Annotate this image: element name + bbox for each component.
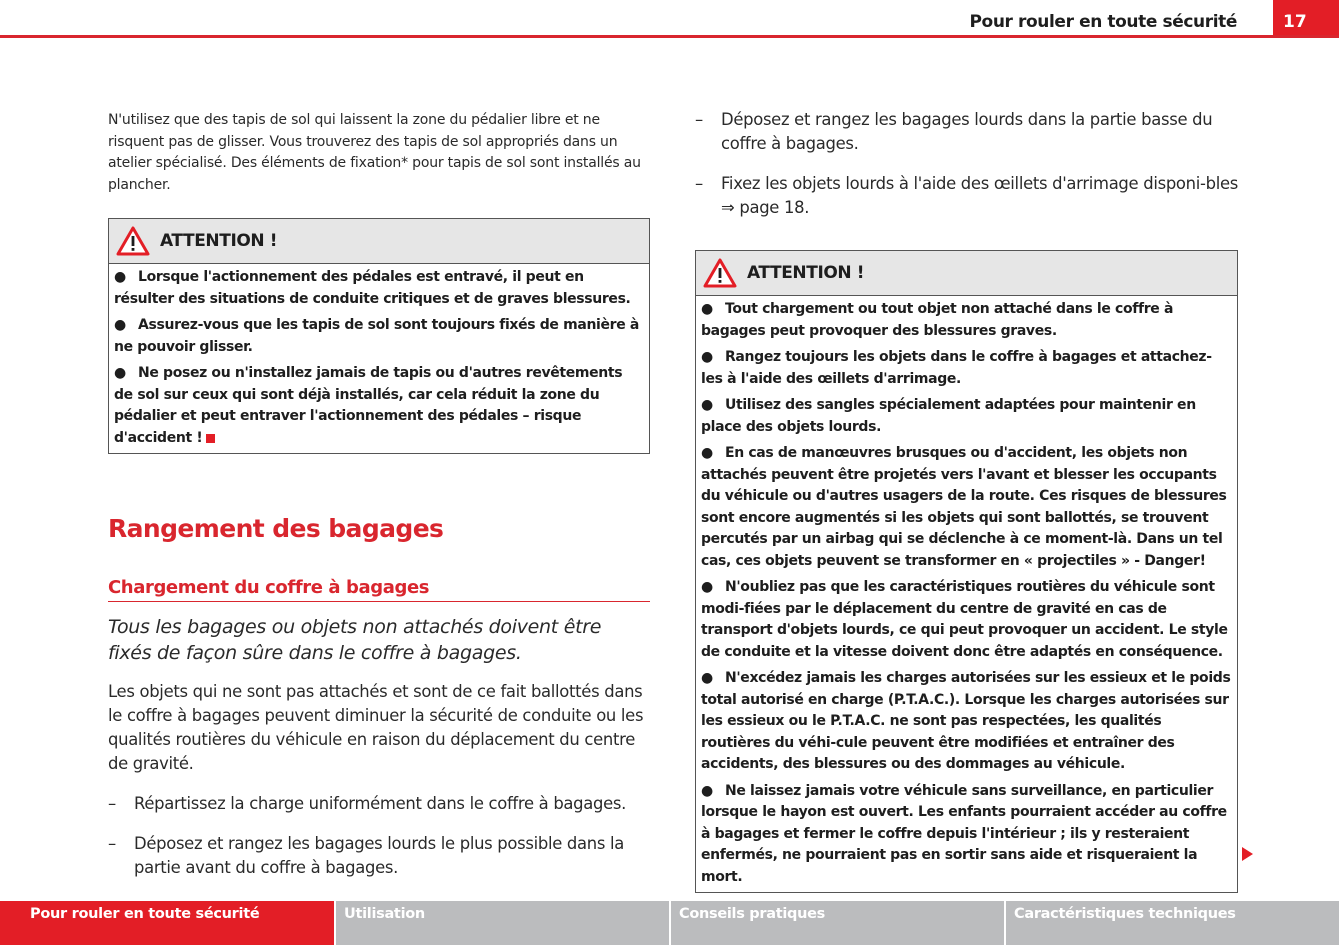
nav-tab-utilisation[interactable]: Utilisation bbox=[334, 901, 669, 945]
warning-triangle-icon bbox=[703, 258, 737, 288]
step-item: – Déposez et rangez les bagages lourds le plus possible dans la partie avant du coffre à bagages. bbox=[108, 834, 625, 877]
bullet-icon: ● bbox=[701, 782, 713, 799]
warning-item: ● Lorsque l'actionnement des pédales est entravé, il peut en résulter des situations de conduite critiques et de graves blessures. bbox=[114, 269, 631, 307]
bullet-icon: ● bbox=[701, 579, 713, 595]
nav-tab-caracteristiques-techniques[interactable]: Caractéristiques techniques bbox=[1004, 901, 1339, 945]
warning-header bbox=[696, 251, 1237, 296]
page-number: 17 bbox=[1283, 12, 1307, 32]
warning-body bbox=[109, 264, 649, 453]
nav-tab-securite[interactable]: Pour rouler en toute sécurité bbox=[0, 901, 334, 945]
warning-body bbox=[696, 296, 1237, 892]
body-paragraph: Les objets qui ne sont pas attachés et sont de ce fait ballottés dans le coffre à bagages peuvent diminuer la sécurité de conduite ou les qualités routières du véhicule en raison du déplacement du centre de gravité. bbox=[108, 682, 644, 773]
warning-title: ATTENTION ! bbox=[747, 263, 865, 283]
step-list bbox=[108, 792, 650, 880]
subsection-title: Chargement du coffre à bagages bbox=[108, 577, 650, 602]
bullet-icon: ● bbox=[701, 670, 713, 686]
step-list bbox=[695, 108, 1238, 220]
step-item: – Déposez et rangez les bagages lourds dans la partie basse du coffre à bagages. bbox=[695, 110, 1213, 153]
bullet-icon: ● bbox=[701, 445, 713, 461]
header-divider bbox=[0, 35, 1339, 38]
section-end-marker-icon bbox=[206, 434, 215, 443]
warning-item: ● N'excédez jamais les charges autorisées sur les essieux et le poids total autorisé en charge (P.T.A.C.). Lorsque les charges autorisées sur les essieux ou le P.T.A.C. ne sont pas respectées, les qualités routières du véhi-cule peuvent être modifiées et entraîner des accidents, des blessures ou des dommages au véhicule. bbox=[701, 670, 1231, 772]
step-item: – Fixez les objets lourds à l'aide des œillets d'arrimage disponi-bles ⇒ page 18. bbox=[695, 174, 1239, 217]
warning-header bbox=[109, 219, 649, 264]
bullet-icon: ● bbox=[114, 365, 126, 381]
right-column bbox=[695, 108, 1238, 893]
bullet-icon: ● bbox=[701, 397, 713, 413]
warning-item: ● Assurez-vous que les tapis de sol sont toujours fixés de manière à ne pouvoir glisser. bbox=[114, 317, 639, 355]
bullet-icon: ● bbox=[114, 269, 126, 285]
nav-tab-conseils-pratiques[interactable]: Conseils pratiques bbox=[669, 901, 1004, 945]
warning-item: ● Ne posez ou n'installez jamais de tapis ou d'autres revêtements de sol sur ceux qui sont déjà installés, car cela réduit la zone du pédalier et peut entraver l'actionnement des pédales – risque d'accident ! bbox=[114, 365, 623, 446]
step-item: – Répartissez la charge uniformément dans le coffre à bagages. bbox=[108, 794, 627, 813]
warning-item: ● Tout chargement ou tout objet non attaché dans le coffre à bagages peut provoquer des blessures graves. bbox=[701, 301, 1174, 339]
warning-item: ● Rangez toujours les objets dans le coffre à bagages et attachez-les à l'aide des œillets d'arrimage. bbox=[701, 349, 1212, 387]
chapter-navigation bbox=[0, 901, 1339, 945]
warning-item: ● En cas de manœuvres brusques ou d'accident, les objets non attachés peuvent être projetés vers l'avant et blesser les occupants du véhicule ou d'autres usagers de la route. Ces risques de blessures sont encore augmentés si les objets qui sont ballottés, se trouvent percutés par un airbag qui se déclenche à ce moment-là. Dans un tel cas, ces objets peuvent se transformer en « projectiles » - Danger! bbox=[701, 445, 1227, 569]
floor-mat-paragraph: N'utilisez que des tapis de sol qui laissent la zone du pédalier libre et ne risquent pas de glisser. Vous trouverez des tapis de sol appropriés dans un atelier spécialisé. Des éléments de fixation* pour tapis de sol sont installés au plancher. bbox=[108, 112, 641, 193]
left-column bbox=[108, 108, 650, 880]
continue-arrow-icon bbox=[1242, 847, 1253, 861]
warning-item: ● Ne laissez jamais votre véhicule sans surveillance, en particulier lorsque le hayon est ouvert. Les enfants pourraient accéder au coffre à bagages et fermer le coffre depuis l'intérieur ; ils y resteraient enfermés, ne pourraient pas en sortir sans aide et risqueraient la mort. bbox=[701, 782, 1227, 885]
section-title: Rangement des bagages bbox=[108, 514, 444, 543]
warning-box-luggage bbox=[695, 250, 1238, 893]
warning-box-floor-mats bbox=[108, 218, 650, 454]
chapter-title: Pour rouler en toute sécurité bbox=[969, 12, 1237, 32]
bullet-icon: ● bbox=[701, 349, 713, 365]
bullet-icon: ● bbox=[701, 301, 713, 317]
warning-triangle-icon bbox=[116, 226, 150, 256]
warning-item: ● N'oubliez pas que les caractéristiques routières du véhicule sont modi-fiées par le déplacement du centre de gravité en cas de transport d'objets lourds, ce qui peut provoquer un accident. Le style de conduite et la vitesse doivent donc être adaptés en conséquence. bbox=[701, 579, 1228, 660]
warning-title: ATTENTION ! bbox=[160, 231, 278, 251]
bullet-icon: ● bbox=[114, 317, 126, 333]
subsection-intro: Tous les bagages ou objets non attachés doivent être fixés de façon sûre dans le coffre à bagages. bbox=[108, 616, 602, 664]
warning-item: ● Utilisez des sangles spécialement adaptées pour maintenir en place des objets lourds. bbox=[701, 397, 1196, 435]
